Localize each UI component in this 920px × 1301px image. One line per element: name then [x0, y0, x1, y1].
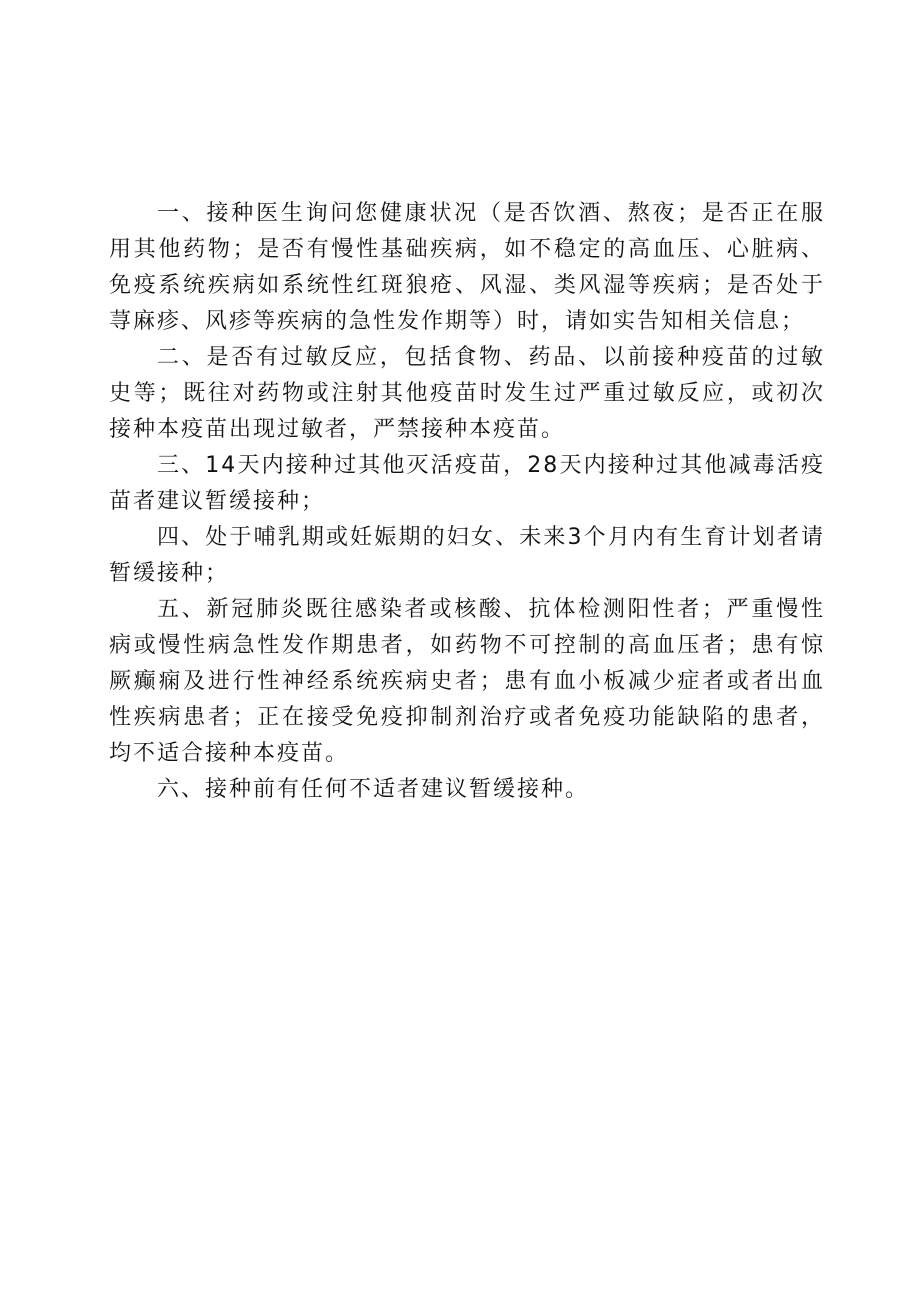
paragraph-item-4: 四、处于哺乳期或妊娠期的妇女、未来3个月内有生育计划者请暂缓接种； [109, 525, 825, 586]
document-body [109, 196, 825, 808]
paragraph-item-5: 五、新冠肺炎既往感染者或核酸、抗体检测阳性者；严重慢性病或慢性病急性发作期患者，如药物不可控制的高血压者；患有惊厥癫痫及进行性神经系统疾病史者；患有血小板减少症者或者出血性疾病患者；正在接受免疫抑制剂治疗或者免疫功能缺陷的患者，均不适合接种本疫苗。 [109, 597, 825, 766]
paragraph-item-3: 三、14天内接种过其他灭活疫苗，28天内接种过其他减毒活疫苗者建议暂缓接种； [109, 453, 825, 514]
paragraph-item-1: 一、接种医生询问您健康状况（是否饮酒、熬夜；是否正在服用其他药物；是否有慢性基础疾病，如不稳定的高血压、心脏病、免疫系统疾病如系统性红斑狼疮、风湿、类风湿等疾病；是否处于荨麻疹、风疹等疾病的急性发作期等）时，请如实告知相关信息； [109, 201, 825, 334]
paragraph-item-6: 六、接种前有任何不适者建议暂缓接种。 [157, 777, 590, 802]
paragraph-item-2: 二、是否有过敏反应，包括食物、药品、以前接种疫苗的过敏史等；既往对药物或注射其他疫苗时发生过严重过敏反应，或初次接种本疫苗出现过敏者，严禁接种本疫苗。 [109, 345, 825, 442]
